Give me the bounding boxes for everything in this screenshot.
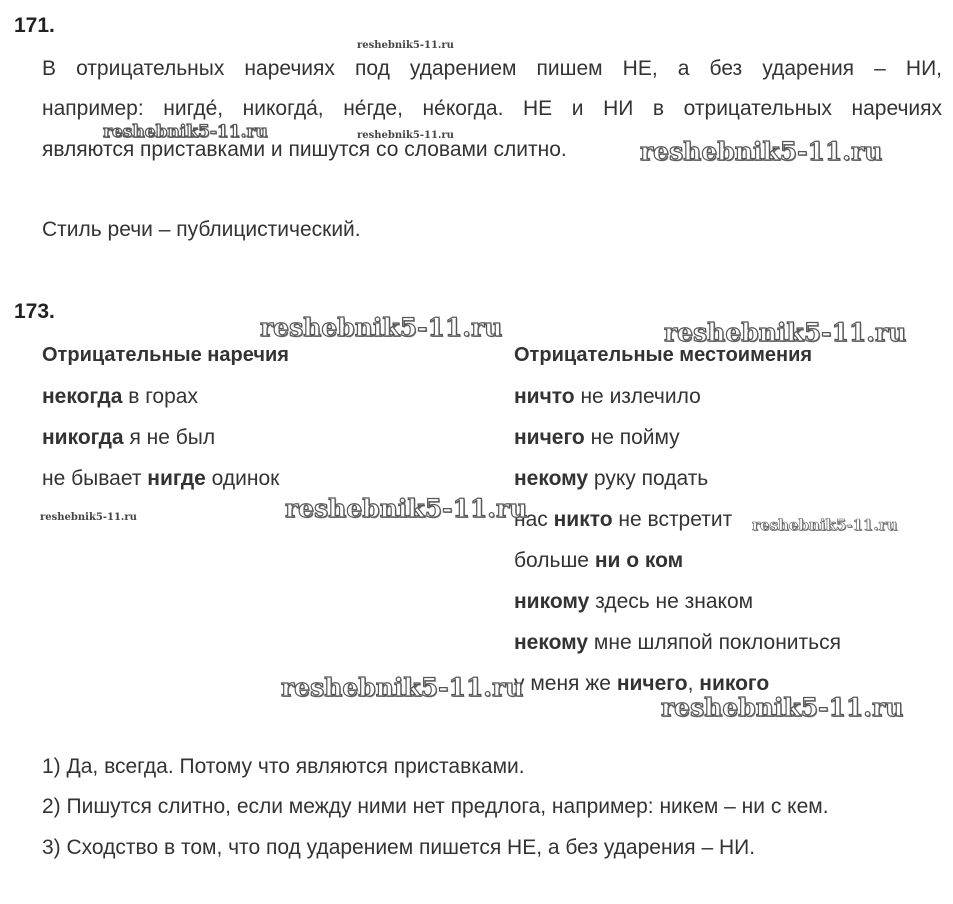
watermark: reshebnik5-11.ru — [281, 673, 524, 702]
watermark: reshebnik5-11.ru — [752, 516, 898, 534]
pronouns-column-header: Отрицательные местоимения — [514, 344, 813, 366]
answer-1: 1) Да, всегда. Потому что являются приставками. — [42, 755, 525, 778]
list-item: ничто не излечило — [514, 385, 701, 408]
list-item: у меня же ничего, никого — [514, 672, 770, 695]
list-item: некому руку подать — [514, 467, 709, 490]
exercise-171-number: 171. — [14, 14, 55, 37]
answer-3: 3) Сходство в том, что под ударением пишется НЕ, а без ударения – НИ. — [42, 836, 756, 859]
exercise-171-line-1: В отрицательных наречиях под ударением пишем НЕ, а без ударения – НИ, — [42, 57, 942, 80]
list-item: не бывает нигде одинок — [42, 467, 280, 490]
speech-style-line: Стиль речи – публицистический. — [42, 218, 361, 241]
watermark: reshebnik5-11.ru — [357, 130, 454, 141]
watermark: reshebnik5-11.ru — [640, 137, 883, 166]
list-item: некому мне шляпой поклониться — [514, 631, 841, 654]
exercise-171-line-2: например: нигде́, никогда́, не́где, не́когда. НЕ и НИ в отрицательных наречиях — [42, 97, 942, 120]
answer-2: 2) Пишутся слитно, если между ними нет предлога, например: никем – ни с кем. — [42, 795, 829, 818]
list-item: некогда в горах — [42, 385, 198, 408]
watermark: reshebnik5-11.ru — [357, 40, 454, 51]
list-item: нас никто не встретит — [514, 508, 733, 531]
list-item: больше ни о ком — [514, 549, 684, 572]
watermark: reshebnik5-11.ru — [260, 313, 503, 342]
watermark: reshebnik5-11.ru — [285, 494, 528, 523]
exercise-173-number: 173. — [14, 300, 55, 323]
list-item: никому здесь не знаком — [514, 590, 754, 613]
watermark: reshebnik5-11.ru — [664, 318, 907, 347]
watermark: reshebnik5-11.ru — [661, 693, 904, 722]
exercise-171-line-3: являются приставками и пишутся со словами слитно. — [42, 138, 567, 161]
adverbs-column-header: Отрицательные наречия — [42, 344, 289, 366]
watermark: reshebnik5-11.ru — [103, 122, 268, 142]
list-item: никогда я не был — [42, 426, 216, 449]
list-item: ничего не пойму — [514, 426, 680, 449]
watermark: reshebnik5-11.ru — [40, 512, 137, 523]
